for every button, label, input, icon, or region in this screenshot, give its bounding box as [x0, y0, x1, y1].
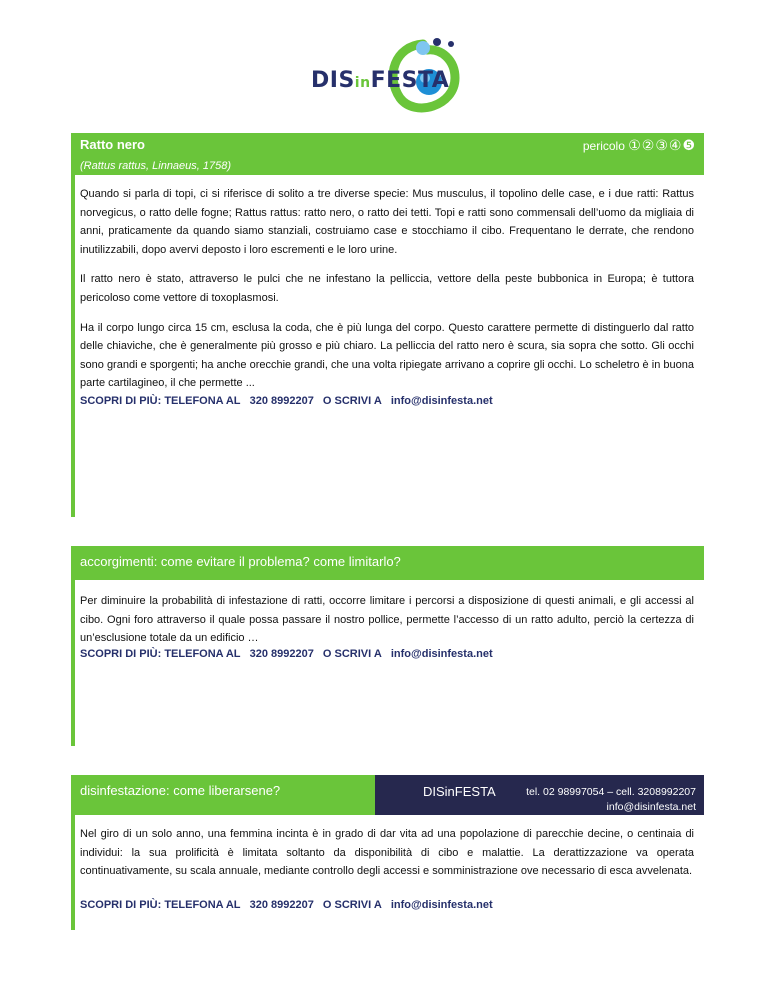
section-accorgimenti: [71, 546, 704, 746]
danger-levels: ①②③④❺: [628, 137, 696, 153]
contact-box: [375, 775, 704, 815]
cta-phone[interactable]: 320 8992207: [249, 395, 314, 407]
contact-cta: [80, 899, 499, 911]
page-title: Ratto nero: [80, 137, 145, 152]
section-body: [80, 185, 694, 404]
paragraph: Nel giro di un solo anno, una femmina incinta è in grado di dar vita ad una popolazione di parecchie decine, o centinaia di individui: la sua prolificità è limitata soltanto da disponibilità di cibo e malattie. La derattizzazione va operata continuativamente, su scala annuale, mediante controllo degli accessi e somministrazione ove necessario di esca avvelenata.: [80, 828, 694, 878]
contact-email[interactable]: info@disinfesta.net: [606, 801, 696, 813]
contact-cta: [80, 648, 499, 660]
section-ratto-nero: [71, 133, 704, 517]
section-title: accorgimenti: come evitare il problema? come limitarlo?: [80, 554, 401, 569]
cta-phone[interactable]: 320 8992207: [249, 899, 314, 911]
logo-text-dis: DIS: [311, 68, 355, 93]
danger-rating: [583, 137, 696, 154]
section-disinfestazione: [71, 775, 704, 930]
danger-label: pericolo: [582, 139, 625, 153]
paragraph: Quando si parla di topi, ci si riferisce di solito a tre diverse specie: Mus musculus, il topolino delle case, e i due ratti: Rattus norvegicus, o ratto delle fogne; Rattus rattus: ratto nero, o ratto dei tetti. Topi e ratti sono commensali dell’uomo da migliaia di anni, praticamente da quando siamo stanziali, costruiamo case e stocchiamo il cibo. Frequentano le derrate, che rendono inutilizzabili, dopo avervi deposto i loro escrementi e le loro urine.: [80, 188, 694, 256]
brand-name: DISinFESTA: [423, 784, 496, 799]
cta-phone[interactable]: 320 8992207: [249, 648, 314, 660]
contact-cta: [80, 395, 499, 407]
section-left-bar: [71, 133, 75, 517]
disinfesta-logo: [305, 36, 465, 116]
cta-email[interactable]: info@disinfesta.net: [390, 648, 493, 660]
logo-wordmark: [311, 68, 449, 93]
cta-lead: SCOPRI DI PIÙ: TELEFONA AL: [80, 395, 241, 407]
contact-phones[interactable]: tel. 02 98997054 – cell. 3208992207: [526, 786, 696, 798]
cta-or-write: O SCRIVI A: [322, 395, 382, 407]
paragraph: Ha il corpo lungo circa 15 cm, esclusa la coda, che è più lunga del corpo. Questo carattere permette di distinguerlo dal ratto delle chiaviche, che è generalmente più grosso e più chiaro. La pelliccia del ratto nero è scura, sia sopra che sotto. Gli occhi sono grandi e sporgenti; ha anche orecchie grandi, che una volta ripiegate arrivano a coprire gli occhi. Lo scheletro è in buona parte cartilagineo, il che permette ...: [80, 321, 694, 390]
logo-text-festa: FESTA: [370, 68, 450, 93]
section-header: [71, 133, 704, 175]
paragraph: Per diminuire la probabilità di infestazione di ratti, occorre limitare i percorsi a disposizione di questi animali, e gli accessi al cibo. Ogni foro attraverso il quale possa passare il nostro pollice, permette l’accesso di un ratto adulto, perciò la certezza di un’esclusione totale da un edificio …: [80, 595, 694, 645]
cta-email[interactable]: info@disinfesta.net: [390, 395, 493, 407]
cta-email[interactable]: info@disinfesta.net: [390, 899, 493, 911]
cta-or-write: O SCRIVI A: [322, 648, 382, 660]
cta-or-write: O SCRIVI A: [322, 899, 382, 911]
cta-lead: SCOPRI DI PIÙ: TELEFONA AL: [80, 648, 241, 660]
section-header: [71, 546, 704, 580]
section-header: [71, 775, 375, 815]
species-subtitle: (Rattus rattus, Linnaeus, 1758): [80, 160, 232, 172]
paragraph: Il ratto nero è stato, attraverso le pulci che ne infestano la pelliccia, vettore della peste bubbonica in Europa; è tuttora pericoloso come vettore di toxoplasmosi.: [80, 273, 694, 304]
section-title: disinfestazione: come liberarsene?: [80, 783, 281, 798]
section-body: [80, 825, 694, 892]
logo-text-in: in: [354, 75, 371, 91]
cta-lead: SCOPRI DI PIÙ: TELEFONA AL: [80, 899, 241, 911]
